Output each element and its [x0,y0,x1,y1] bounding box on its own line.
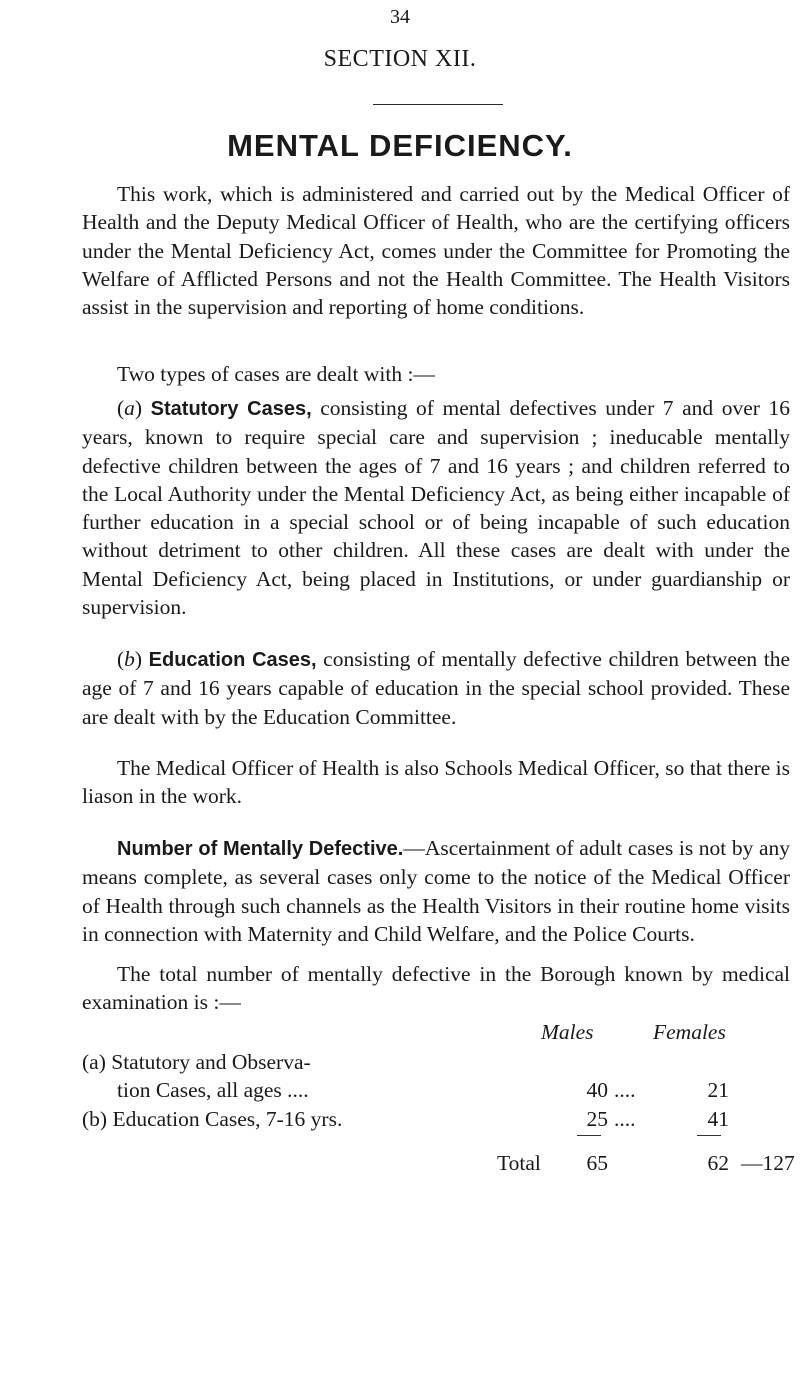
row-b-males: 25 [586,1107,608,1131]
row-a-males: 40 [586,1078,608,1102]
divider-rule [373,104,503,105]
row-a-label-line1: (a) Statutory and Observa- [82,1050,311,1074]
grand-total: —127 [741,1151,795,1175]
page-number: 34 [390,6,410,28]
number-defective-heading: Number of Mentally Defective. [117,838,404,860]
statutory-cases-heading: Statutory Cases, [150,398,312,420]
intro-paragraph: This work, which is administered and carried out by the Medical Officer of Health and the Deputy Medical Officer of Health, who are the certifying officers under the Mental Deficiency Act, comes under the Committee for Promoting the Welfare of Afflicted Persons and not the Health Committee. The Health Visitors assist in the supervision and reporting of home conditions. [82,182,790,320]
case-types-intro: Two types of cases are dealt with :— [117,362,435,386]
row-b-dots: .... [614,1107,636,1131]
education-cases-text: consisting of mentally defective children between the age of 7 and 16 years capable of education in the special school provided. These are dealt with by the Education Committee. [82,647,791,729]
item-marker-b: b [124,647,135,671]
row-b-females: 41 [707,1107,729,1131]
item-marker-a: a [124,396,135,420]
section-heading: SECTION XII. [323,46,477,72]
page-title: MENTAL DEFICIENCY. [227,128,573,163]
column-header-females: Females [653,1020,726,1044]
education-cases-heading: Education Cases, [148,649,317,671]
number-defective-text: —Ascertainment of adult cases is not by any means complete, as several cases only come to the notice of the Medical Officer of Health through such channels as the Health Visitors in their routine home visits in connection with Maternity and Child Welfare, and the Police Courts. [82,836,790,946]
sum-rule-males [577,1135,601,1136]
total-males: 65 [586,1151,608,1175]
total-label: Total [497,1151,541,1175]
number-defective-paragraph [82,834,790,948]
defectives-table [0,1020,800,1320]
row-b-label: (b) Education Cases, 7-16 yrs. [82,1107,343,1131]
education-cases-paragraph: (b) Education Cases, consisting of mentally defective children between the age of 7 and 16 years capable of education in the special school provided. These are dealt with by the Education Committee. [82,647,791,729]
total-number-paragraph: The total number of mentally defective in the Borough known by medical examination is :— [82,962,790,1015]
statutory-cases-text: consisting of mental defectives under 7 and over 16 years, known to require special care and supervision ; ineducable mentally defective children between the ages of 7 and 16 years ; and children referred to the Local Authority under the Mental Deficiency Act, as being either incapable of further education in a special school or of being incapable of such education without detriment to other children. All these cases are dealt with under the Mental Deficiency Act, being placed in Institutions, or under guardianship or supervision. [82,396,790,620]
statutory-cases-paragraph: (a) Statutory Cases, consisting of mental defectives under 7 and over 16 years, known to require special care and supervision ; ineducable mentally defective children between the ages of 7 and 16 years ; and children referred to the Local Authority under the Mental Deficiency Act, as being either incapable of further education in a special school or of being incapable of such education without detriment to other children. All these cases are dealt with under the Mental Deficiency Act, being placed in Institutions, or under guardianship or supervision. [82,396,790,620]
total-females: 62 [707,1151,729,1175]
sum-rule-females [697,1135,721,1136]
liaison-paragraph: The Medical Officer of Health is also Schools Medical Officer, so that there is liason in the work. [82,756,790,809]
column-header-males: Males [541,1020,594,1044]
row-a-label-line2: tion Cases, all ages .... [117,1078,309,1102]
row-a-females: 21 [707,1078,729,1102]
row-a-dots: .... [614,1078,636,1102]
